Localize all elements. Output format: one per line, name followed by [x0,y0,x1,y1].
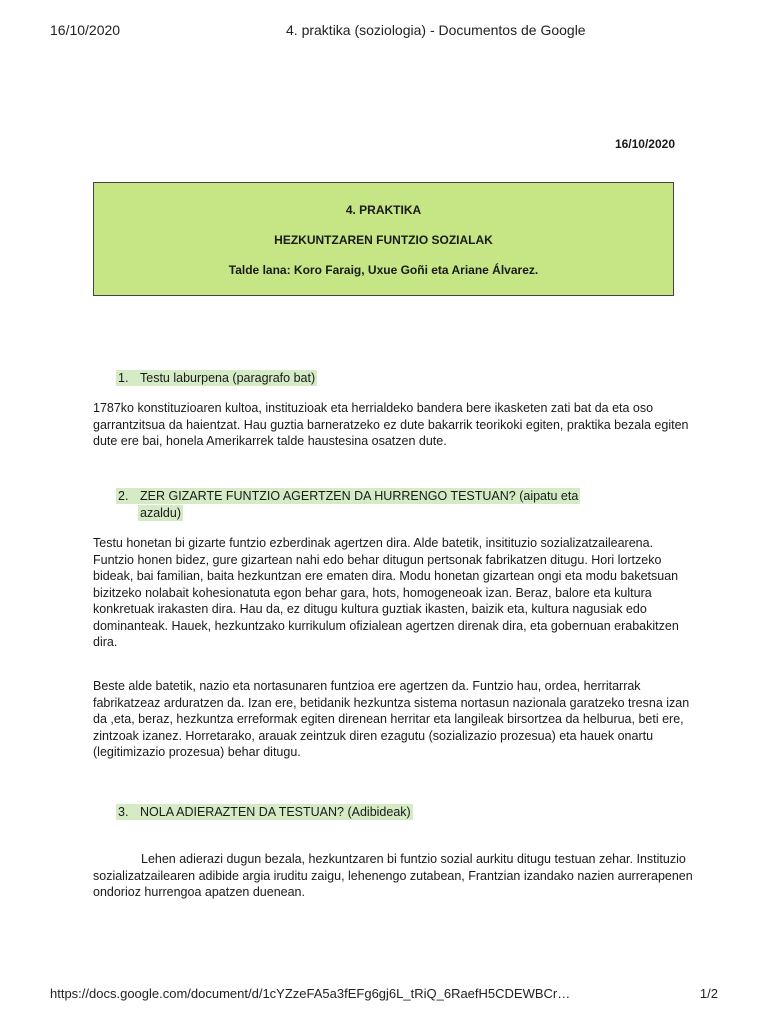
section-1-paragraph: 1787ko konstituzioaren kultoa, instituzioak eta herrialdeko bandera bere ikasketen zati bat da eta oso garrantzitsua da haientzat. Hau guztia barneratzeko ez dute bakarrik teorikoki egiten, praktika bezala egiten dute ere bai, honela Amerikarrek talde haustesina osatzen dute. [93,401,689,448]
section-1-heading-text: Testu laburpena (paragrafo bat) [140,371,316,385]
section-1-number: 1. [118,371,129,385]
title-box [93,182,674,296]
section-2-number: 2. [118,489,129,503]
title-box-line-2: HEZKUNTZAREN FUNTZIO SOZIALAK [274,233,493,247]
section-2-heading-line-2: azaldu) [140,506,181,520]
section-1-heading [116,370,317,387]
section-2-paragraph-1: Testu honetan bi gizarte funtzio ezberdinak agertzen dira. Alde batetik, insitituzio sozializatzailearena. Funtzio honen bidez, gure gizartean nahi edo behar ditugun pertsonak fabrikatzen ditugu. Hori lortzeko bideak, bai familian, baita hezkuntzan ere ematen dira. Modu honetan gizartean ongi eta modu baketsuan bizitzeko nolabait kohesionatuta egon behar gara, hots, homogeneoak izan. Beraz, balore eta kultura konkretuak irakasten dira. Hau da, ez ditugu kultura guztiak ikasten, baizik eta, kultura nagusiak edo dominanteak. Hauek, hezkuntzako kurrikulum ofizialean agertzen direnak dira, eta gobernuan erabakitzen dira. [93,536,679,649]
section-2-paragraph-2: Beste alde batetik, nazio eta nortasunaren funtzioa ere agertzen da. Funtzio hau, ordea, herritarrak fabrikatzeaz arduratzen da. Izan ere, betidanik hezkuntza sistema nortasun nazionala garatzeko tresna izan da ,eta, beraz, hezkuntza erreformak egiten direnean herritar eta langileak birsortzea da helburua, beti ere, zintzoak izanez. Horretarako, arauak zeintzuk diren ezagutu (sozializazio prozesua) eta hauek onartu (legitimizazio prozesua) behar ditugu. [93,679,690,759]
section-2-heading [116,488,580,522]
title-box-line-1: 4. PRAKTIKA [345,203,422,217]
section-2-heading-line-1: ZER GIZARTE FUNTZIO AGERTZEN DA HURRENGO TESTUAN? (aipatu eta [140,489,579,503]
print-footer-page-number: 1/2 [699,986,718,1001]
print-footer-url: https://docs.google.com/document/d/1cYZzeFA5a3fEFg6gj6L_tRiQ_6RaefH5CDEWBCr… [50,986,571,1001]
print-header-date: 16/10/2020 [50,22,121,38]
section-3-heading [116,804,413,821]
print-header-title: 4. praktika (soziologia) - Documentos de Google [286,22,586,38]
section-3-paragraph: Lehen adierazi dugun bezala, hezkuntzaren bi funtzio sozial aurkitu ditugu testuan zehar. Instituzio sozializatzailearen adibide argia iruditu zaigu, lehenengo zutabean, Frantzian izandako nazien aurrerapenen ondorioz hurrengoa apatzen duenean. [93,852,693,899]
section-3-number: 3. [118,805,129,819]
document-date: 16/10/2020 [614,137,675,151]
section-3-heading-text: NOLA ADIERAZTEN DA TESTUAN? (Adibideak) [140,805,411,819]
title-box-line-3: Talde lana: Koro Faraig, Uxue Goñi eta Ariane Álvarez. [228,263,539,277]
